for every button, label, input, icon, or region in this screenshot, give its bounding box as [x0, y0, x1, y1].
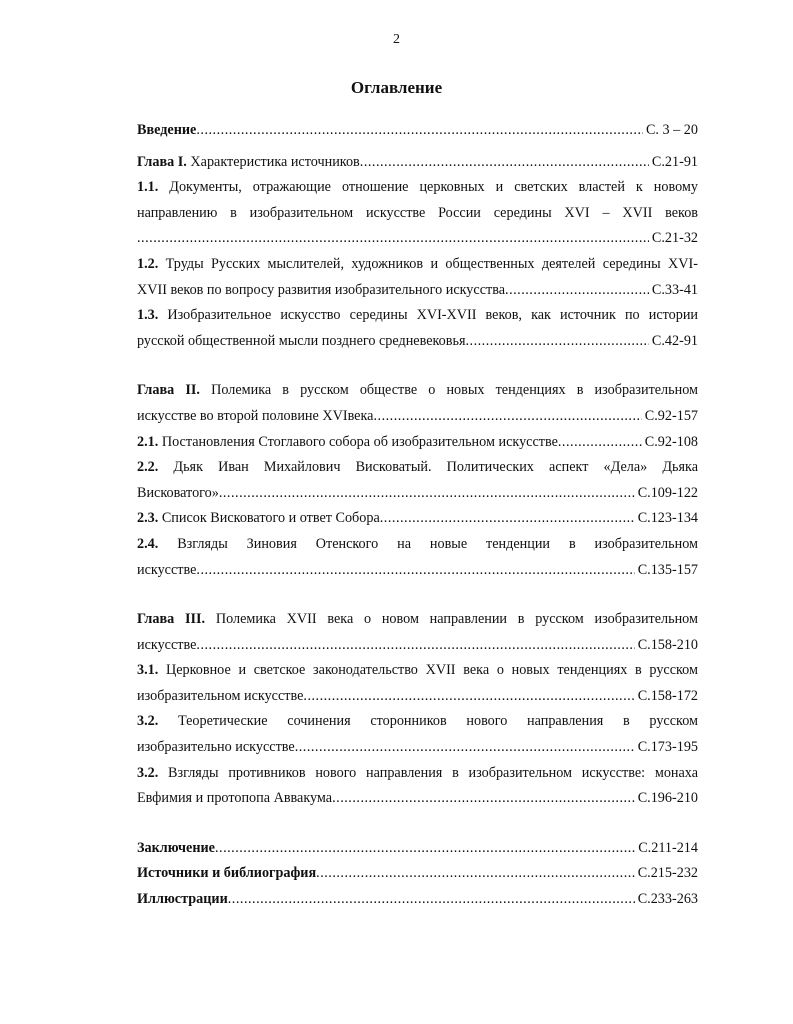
section-title-line1: Документы, отражающие отношение церковных и светских властей к новому [169, 179, 698, 196]
section-number: 2.3. [137, 510, 159, 527]
page-title: Оглавление [350, 78, 443, 97]
dot-leader [196, 633, 634, 659]
entry-label: Источники и библиография [137, 865, 317, 882]
section-title: Список Висковатого и ответ Собора [161, 510, 380, 527]
toc-entry-chapter-1[interactable] [137, 150, 698, 176]
dot-leader [360, 150, 649, 176]
dot-leader [373, 404, 641, 430]
toc-entry-2-2[interactable] [137, 455, 698, 506]
section-title-line1: Взгляды противников нового направления в изобразительном искусстве: монаха [168, 764, 698, 781]
dot-leader [215, 836, 635, 862]
toc-entry-3-3[interactable] [137, 761, 698, 812]
section-title-line1: Теоретические сочинения сторонников нового направления в русском [178, 713, 698, 730]
section-number: 1.2. [137, 255, 159, 272]
entry-pages: С.21-32 [651, 230, 698, 247]
section-title-line2: русской общественной мысли позднего средневековья [137, 332, 466, 349]
toc-entry-1-2[interactable] [137, 252, 698, 303]
section-title-line2: Висковатого» [137, 484, 219, 501]
entry-label: Введение [137, 122, 197, 138]
entry-pages: С.92-157 [644, 407, 698, 424]
section-number: 1.1. [137, 179, 159, 196]
toc-entry-conclusion[interactable] [137, 836, 698, 862]
toc-entry-3-1[interactable] [137, 658, 698, 709]
toc-entry-sources[interactable] [137, 861, 698, 887]
section-title-line1: Дьяк Иван Михайлович Висковатый. Политических аспект «Дела» Дьяка [173, 459, 698, 476]
dot-leader [228, 887, 635, 913]
toc-entry-3-2[interactable] [137, 709, 698, 760]
entry-pages: С.158-172 [637, 687, 698, 704]
section-title: Постановления Стоглавого собора об изобразительном искусстве [161, 433, 558, 450]
entry-pages: С.173-195 [637, 739, 698, 756]
section-title-line2: искусстве [137, 561, 197, 578]
chapter-number: Глава III. [137, 611, 206, 628]
section-number: 3.2. [137, 713, 159, 730]
toc-entry-1-1[interactable] [137, 175, 698, 252]
entry-pages: С.33-41 [651, 281, 698, 298]
section-title-line1: Церковное и светское законодательство XVII века о новых тенденциях в русском [165, 662, 698, 679]
section-number: 3.1. [137, 662, 159, 679]
chapter-number: Глава II. [137, 382, 200, 399]
dot-leader [295, 735, 635, 761]
section-title-line1: Взгляды Зиновия Отенского на новые тенденции в изобразительном [177, 535, 698, 552]
dot-leader [196, 118, 643, 144]
section-title-line2: направлению в изобразительном искусстве России середины XVI – XVII веков [137, 204, 698, 221]
entry-pages: С.21-91 [651, 153, 698, 170]
entry-pages: С.92-108 [644, 433, 698, 450]
entry-pages: С.215-232 [637, 865, 698, 882]
chapter-title-line1: Полемика в русском обществе о новых тенденциях в изобразительном [211, 382, 698, 399]
toc-entry-chapter-2[interactable] [137, 378, 698, 429]
dot-leader [303, 684, 634, 710]
toc-entry-introduction[interactable] [137, 118, 698, 144]
chapter-number: Глава I. [137, 153, 187, 170]
chapter-title-line2: искусстве во второй половине XVIвека [137, 407, 374, 424]
section-title-line1: Изобразительное искусство середины XVI-XVII веков, как источник по истории [167, 307, 698, 324]
section-title-line1: Труды Русских мыслителей, художников и общественных деятелей середины XVI- [165, 255, 698, 272]
entry-pages: С.109-122 [637, 484, 698, 501]
section-title-line2: Евфимия и протопопа Аввакума [137, 790, 333, 807]
dot-leader [196, 558, 634, 584]
entry-pages: С.135-157 [637, 561, 698, 578]
dot-leader [332, 786, 635, 812]
entry-label: Иллюстрации [137, 891, 228, 908]
section-number: 1.3. [137, 307, 159, 324]
entry-pages: С.233-263 [637, 891, 698, 908]
toc-entry-chapter-3[interactable] [137, 607, 698, 658]
page-number: 2 [393, 32, 400, 47]
entry-pages: С. 3 – 20 [645, 122, 698, 138]
dot-leader [137, 226, 649, 252]
toc-entry-1-3[interactable] [137, 303, 698, 354]
chapter-title-line2: искусстве [137, 636, 197, 653]
table-of-contents [137, 118, 698, 913]
entry-pages: С.211-214 [638, 839, 698, 856]
section-title-line2: изобразительно искусстве [137, 739, 295, 756]
toc-entry-2-4[interactable] [137, 532, 698, 583]
dot-leader [316, 861, 635, 887]
dot-leader [219, 481, 635, 507]
entry-pages: С.42-91 [651, 332, 698, 349]
toc-entry-illustrations[interactable] [137, 887, 698, 913]
chapter-title: Характеристика источников [190, 153, 360, 170]
entry-label: Заключение [137, 839, 215, 856]
section-title-line2: XVII веков по вопросу развития изобразительного искусства [137, 281, 506, 298]
entry-pages: С.123-134 [637, 510, 698, 527]
chapter-title-line1: Полемика XVII века о новом направлении в русском изобразительном [215, 611, 698, 628]
section-number: 2.1. [137, 433, 159, 450]
section-number: 2.2. [137, 459, 159, 476]
entry-pages: С.196-210 [637, 790, 698, 807]
dot-leader [380, 506, 635, 532]
toc-entry-2-1[interactable] [137, 430, 698, 456]
dot-leader [505, 278, 649, 304]
section-number: 2.4. [137, 535, 159, 552]
toc-entry-2-3[interactable] [137, 506, 698, 532]
dot-leader [558, 430, 642, 456]
section-number: 3.2. [137, 764, 159, 781]
dot-leader [465, 329, 648, 355]
entry-pages: С.158-210 [637, 636, 698, 653]
section-title-line2: изобразительном искусстве [137, 687, 304, 704]
